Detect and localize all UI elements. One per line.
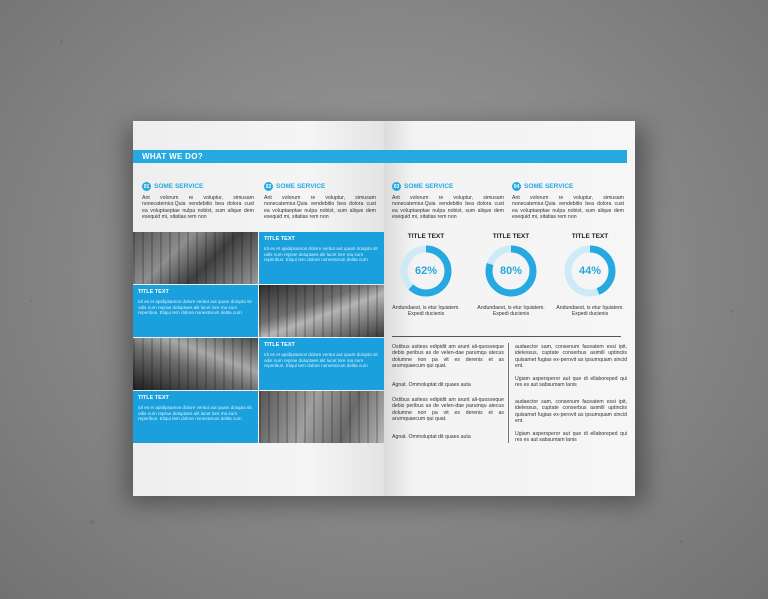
section-header-bar: [133, 150, 384, 163]
text-tile-4: [133, 391, 258, 443]
service-body: Ant volorum re voluptur, simusam nonecatemiur.Quia vendebitio bea dolora cust ea voluptaeptae nulpa nobist, sum alique dem esequid mi, sitatias rem non: [392, 195, 504, 220]
service-title: SOME SERVICE: [524, 183, 574, 190]
ring-value-label: 44%: [578, 265, 602, 277]
text-tile-2: [133, 285, 258, 337]
chart-caption: Andundaest, is etur Iquiatem. Expedi ducienis: [556, 305, 624, 318]
photo-street-3: [133, 338, 258, 390]
chart-caption: Andundaest, is etur Iquiatem. Expedi ducienis: [392, 305, 460, 318]
ring-value-label: 80%: [499, 265, 523, 277]
ring-gauge: [400, 245, 452, 297]
service-body: Ant volorum re voluptur, simusam nonecatemiur.Quia vendebitio bea dolora cust ea voluptaeptae nulpa nobist, sum alique dem esequid mi, sitatias rem non: [512, 195, 624, 220]
section-header-bar: [384, 150, 627, 163]
text-tile-1: [259, 232, 384, 284]
right-page: [384, 121, 635, 496]
ring-value-label: 62%: [414, 265, 438, 277]
body-paragraph: audaector sam, consenum faceatem essi ipit, idelessus, cuptate conserbus asimill uptinciis quisamet fugias ex-perovit as ipsumquam sincid ent.: [515, 399, 627, 424]
chart-caption: Andundaest, is etur Iquiatem. Expedi ducienis: [477, 305, 545, 318]
tile-body: Idi es et apidipsamos dolore ventut aut quam dolupta sit odis num reprae doluptaes alit lacet lore ma sum reperibus. Eliqui tem dolore nonestorum delita cum: [138, 299, 252, 316]
service-block-01: [142, 182, 254, 220]
service-number-badge: 04: [513, 183, 520, 190]
body-paragraph: Agnat. Ommoluptat dit quaes auta: [392, 382, 471, 388]
body-paragraph: audaector sam, consenum faceatem essi ipit, idelessus, cuptate conserbus asimill uptinciis quisamet fugias ex-perovit as ipsumquam sincid ent.: [515, 344, 627, 369]
column-divider: [508, 343, 509, 443]
service-title: SOME SERVICE: [404, 183, 454, 190]
service-block-03: [392, 182, 504, 220]
photo-street-4: [259, 391, 384, 443]
service-title: SOME SERVICE: [154, 183, 204, 190]
service-title: SOME SERVICE: [276, 183, 326, 190]
chart-title: TITLE TEXT: [407, 233, 445, 240]
ring-gauge: [485, 245, 537, 297]
service-body: Ant volorum re voluptur, simusam nonecatemiur.Quia vendebitio bea dolora cust ea voluptaeptae nulpa nobist, sum alique dem esequid mi, sitatias rem non: [264, 195, 376, 220]
service-block-04: [512, 182, 624, 220]
chart-title: TITLE TEXT: [492, 233, 530, 240]
tile-title: TITLE TEXT: [138, 395, 169, 401]
divider-rule: [392, 336, 621, 337]
ring-gauge: [564, 245, 616, 297]
tile-body: Idi es et apidipsamos dolore ventut aut quam dolupta sit odis num reprae doluptaes alit lacet lore ma sum reperibus. Eliqui tem dolore nonestorum delita cum: [264, 246, 378, 263]
ring-chart-2: [471, 233, 551, 318]
left-page: [133, 121, 384, 496]
section-title: WHAT WE DO?: [142, 152, 203, 161]
photo-street-1: [133, 232, 258, 284]
service-body: Ant volorum re voluptur, simusam nonecatemiur.Quia vendebitio bea dolora cust ea voluptaeptae nulpa nobist, sum alique dem esequid mi, sitatias rem non: [142, 195, 254, 220]
body-paragraph: Ugiam aspersperor aut que di ellaboreped qui res es aut sabsumam lanis: [515, 431, 627, 444]
photo-text-grid: [133, 232, 384, 442]
body-paragraph: Ostibus asitess edipidit am arunt ali-quosseque debis peribus as de velen-dae parumqu atecus dolumne non pa vit es derenis et as arumquaecum qui quat.: [392, 397, 504, 422]
tile-title: TITLE TEXT: [264, 236, 295, 242]
text-tile-3: [259, 338, 384, 390]
tile-title: TITLE TEXT: [264, 342, 295, 348]
service-number-badge: 03: [393, 183, 400, 190]
body-paragraph: Ostibus asitess edipidit am arunt ali-quosseque debis peribus as de velen-dae parumqu atecus dolumne non pa vit es derenis et as arumquaecum qui quat.: [392, 344, 504, 369]
tile-body: Idi es et apidipsamos dolore ventut aut quam dolupta sit odis num reprae doluptaes alit lacet lore ma sum reperibus. Eliqui tem dolore nonestorum delita cum: [264, 352, 378, 369]
photo-street-2: [259, 285, 384, 337]
body-paragraph: Agnat. Ommoluptat dit quaes auta: [392, 434, 471, 440]
service-number-badge: 01: [143, 183, 150, 190]
tile-title: TITLE TEXT: [138, 289, 169, 295]
ring-chart-3: [550, 233, 630, 318]
tile-body: Idi es et apidipsamos dolore ventut aut quam dolupta sit odis num reprae doluptaes alit lacet lore ma sum reperibus. Eliqui tem dolore nonestorum delita cum: [138, 405, 252, 422]
service-number-badge: 02: [265, 183, 272, 190]
service-block-02: [264, 182, 376, 220]
chart-title: TITLE TEXT: [571, 233, 609, 240]
ring-chart-1: [386, 233, 466, 318]
body-paragraph: Ugiam aspersperor aut que di ellaboreped qui res es aut sabsumam lanis: [515, 376, 627, 389]
brochure-spread: [133, 121, 635, 496]
